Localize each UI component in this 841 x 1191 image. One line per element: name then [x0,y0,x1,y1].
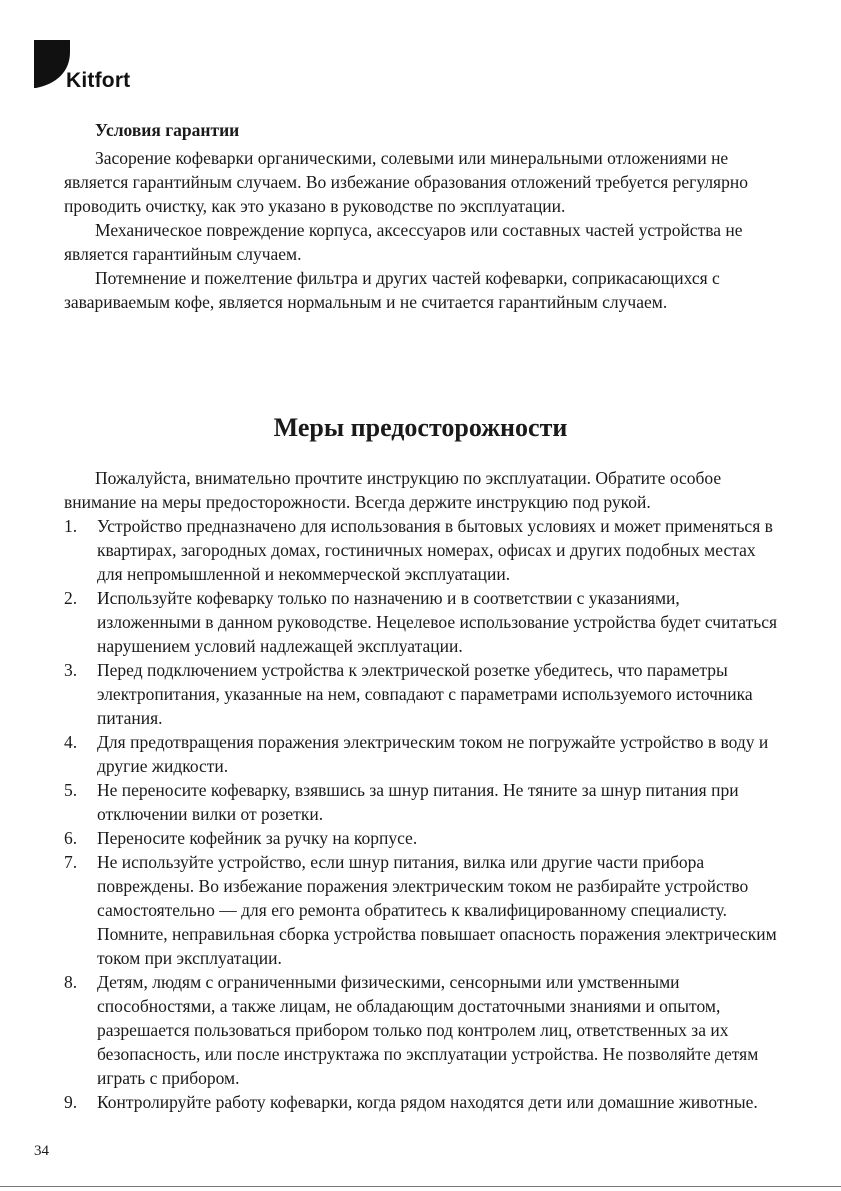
item-text: Переносите кофейник за ручку на корпусе. [97,828,418,848]
item-text: Используйте кофеварку только по назначению и в соответствии с указаниями, изложенными в данном руководстве. Нецелевое использование устройства будет считаться нарушением условий надлежащей эксплуатации. [97,588,778,656]
item-number: 8. [64,972,78,992]
warranty-paragraph: Механическое повреждение корпуса, аксессуаров или составных частей устройства не является гарантийным случаем. [64,220,743,264]
list-item [64,778,782,826]
item-text: Детям, людям с ограниченными физическими, сенсорными или умственными способностями, а также лицам, не обладающим достаточными знаниями и опытом, разрешается пользоваться прибором только под контролем лиц, ответственных за их безопасность, или после инструктажа по эксплуатации устройства. Не позволяйте детям играть с прибором. [97,972,759,1088]
item-number: 3. [64,660,78,680]
safety-intro: Пожалуйста, внимательно прочтите инструкцию по эксплуатации. Обратите особое внимание на меры предосторожности. Всегда держите инструкцию под рукой. [64,468,722,512]
list-item [64,514,782,586]
item-number: 4. [64,732,78,752]
item-text: Для предотвращения поражения электрическим током не погружайте устройство в воду и другие жидкости. [97,732,769,776]
item-number: 9. [64,1092,78,1112]
list-item [64,1090,782,1114]
warranty-section [64,118,782,314]
warranty-paragraph: Засорение кофеварки органическими, солевыми или минеральными отложениями не является гарантийным случаем. Во избежание образования отложений требуется регулярно проводить очистку, как это указано в руководстве по эксплуатации. [64,148,748,216]
list-item [64,658,782,730]
safety-list [64,514,782,1114]
item-text: Не используйте устройство, если шнур питания, вилка или другие части прибора повреждены. Во избежание поражения электрическим током не разбирайте устройство самостоятельно — для его ремонта обратитесь к квалифицированному специалисту. Помните, неправильная сборка устройства повышает опасность поражения электрическим током при эксплуатации. [97,852,777,968]
brand-logo [34,40,164,100]
list-item [64,826,782,850]
item-number: 5. [64,780,78,800]
page-bottom-divider [0,1186,841,1187]
safety-heading: Меры предосторожности [273,413,568,442]
item-text: Перед подключением устройства к электрической розетке убедитесь, что параметры электропитания, указанные на нем, совпадают с параметрами используемого источника питания. [97,660,753,728]
item-number: 2. [64,588,78,608]
list-item [64,970,782,1090]
item-text: Не переносите кофеварку, взявшись за шнур питания. Не тяните за шнур питания при отключении вилки от розетки. [97,780,739,824]
warranty-paragraph: Потемнение и пожелтение фильтра и других частей кофеварки, соприкасающихся с завариваемым кофе, является нормальным и не считается гарантийным случаем. [64,268,720,312]
item-number: 6. [64,828,78,848]
brand-name: Kitfort [66,69,131,92]
item-number: 7. [64,852,78,872]
list-item [64,730,782,778]
item-number: 1. [64,516,78,536]
item-text: Контролируйте работу кофеварки, когда рядом находятся дети или домашние животные. [97,1092,758,1112]
list-item [64,850,782,970]
list-item [64,586,782,658]
warranty-heading: Условия гарантии [95,120,240,140]
page-number: 34 [34,1143,49,1159]
item-text: Устройство предназначено для использования в бытовых условиях и может применяться в квартирах, загородных домах, гостиничных номерах, офисах и других подобных местах для непромышленной и некоммерческой эксплуатации. [97,516,773,584]
